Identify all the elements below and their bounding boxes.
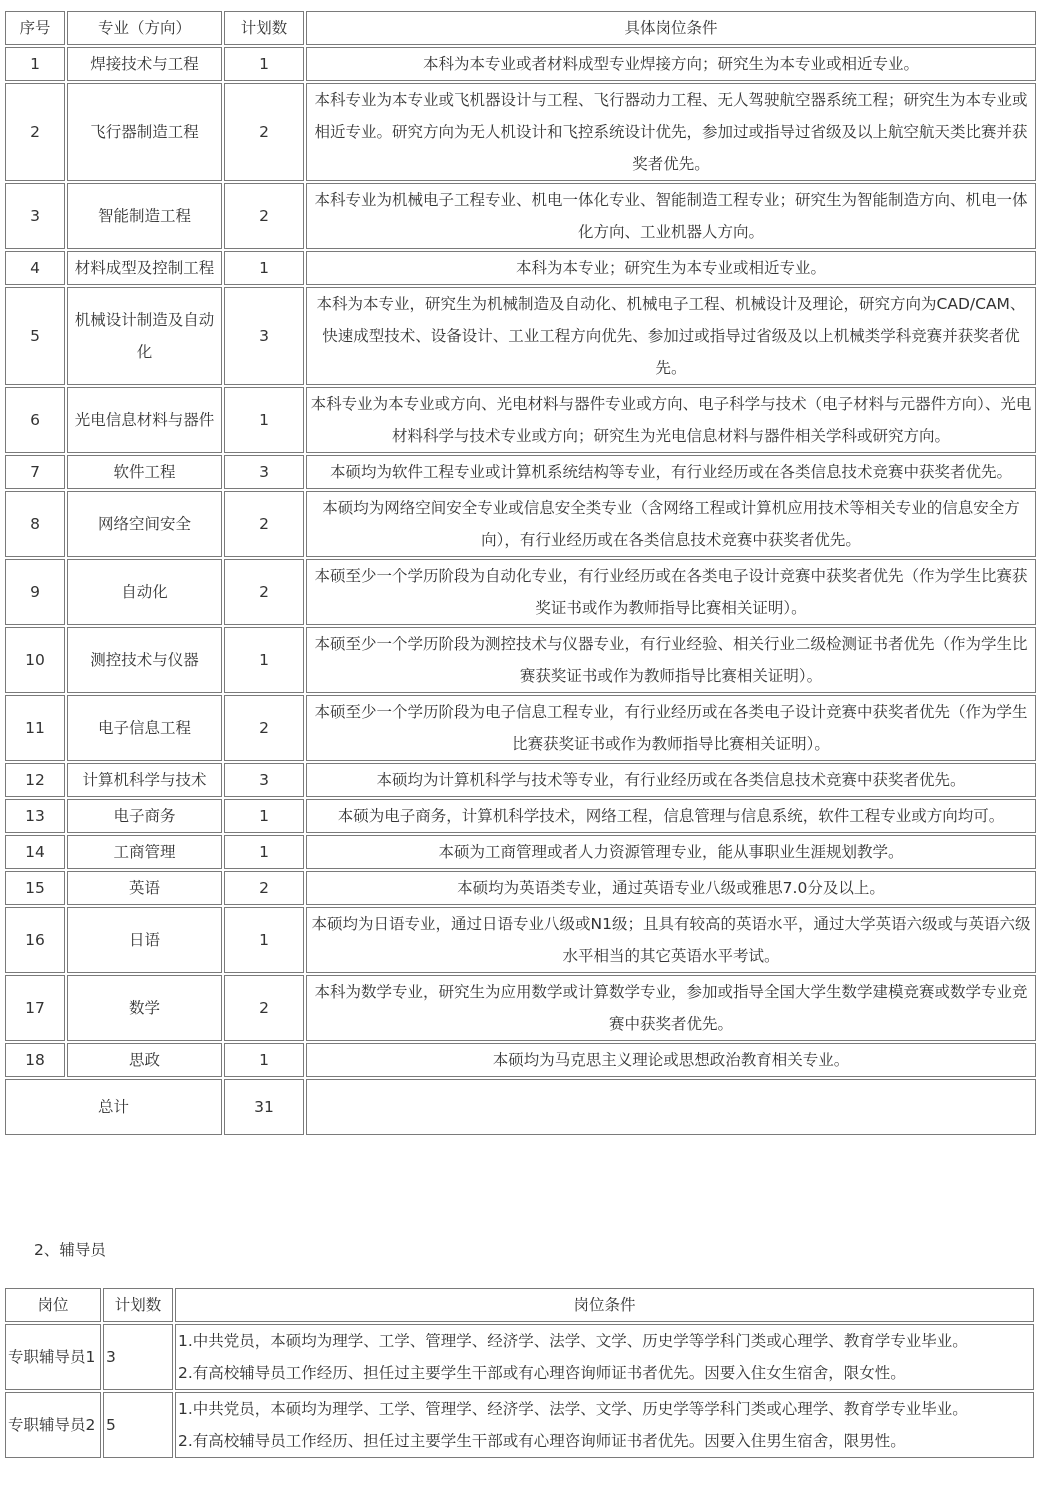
count-cell: 1 [224, 251, 304, 285]
major-cell: 焊接技术与工程 [67, 47, 222, 81]
requirements-cell: 本硕均为日语专业，通过日语专业八级或N1级；且具有较高的英语水平，通过大学英语六级或与英语六级水平相当的其它英语水平考试。 [306, 907, 1036, 973]
row-number: 5 [5, 287, 65, 385]
header-post: 岗位 [5, 1288, 101, 1322]
row-number: 16 [5, 907, 65, 973]
requirements-cell: 本科为数学专业，研究生为应用数学或计算数学专业，参加或指导全国大学生数学建模竞赛或数学专业竞赛中获奖者优先。 [306, 975, 1036, 1041]
count-cell: 1 [224, 387, 304, 453]
table-row [5, 975, 1036, 1041]
requirements-cell: 本科专业为本专业或飞机器设计与工程、飞行器动力工程、无人驾驶航空器系统工程；研究生为本专业或相近专业。研究方向为无人机设计和飞控系统设计优先，参加过或指导过省级及以上航空航天类比赛并获奖者优先。 [306, 83, 1036, 181]
counselor-table [3, 1286, 1036, 1460]
requirements-cell: 本科专业为机械电子工程专业、机电一体化专业、智能制造工程专业；研究生为智能制造方向、机电一体化方向、工业机器人方向。 [306, 183, 1036, 249]
major-cell: 英语 [67, 871, 222, 905]
requirements-cell: 本硕至少一个学历阶段为自动化专业，有行业经历或在各类电子设计竞赛中获奖者优先（作为学生比赛获奖证书或作为教师指导比赛相关证明）。 [306, 559, 1036, 625]
table-row [5, 763, 1036, 797]
requirements-cell: 本硕至少一个学历阶段为电子信息工程专业，有行业经历或在各类电子设计竞赛中获奖者优先（作为学生比赛获奖证书或作为教师指导比赛相关证明）。 [306, 695, 1036, 761]
count-cell: 2 [224, 559, 304, 625]
count-cell: 1 [224, 907, 304, 973]
row-number: 12 [5, 763, 65, 797]
table-header-row [5, 11, 1036, 45]
major-cell: 思政 [67, 1043, 222, 1077]
header-conditions: 岗位条件 [175, 1288, 1034, 1322]
row-number: 13 [5, 799, 65, 833]
requirements-cell: 本科为本专业；研究生为本专业或相近专业。 [306, 251, 1036, 285]
major-cell: 电子商务 [67, 799, 222, 833]
major-cell: 电子信息工程 [67, 695, 222, 761]
row-number: 17 [5, 975, 65, 1041]
total-label: 总计 [5, 1079, 222, 1135]
table-row [5, 251, 1036, 285]
table-row [5, 835, 1036, 869]
row-number: 11 [5, 695, 65, 761]
major-cell: 软件工程 [67, 455, 222, 489]
requirements-cell: 本科专业为本专业或方向、光电材料与器件专业或方向、电子科学与技术（电子材料与元器件方向）、光电材料科学与技术专业或方向；研究生为光电信息材料与器件相关学科或研究方向。 [306, 387, 1036, 453]
major-cell: 飞行器制造工程 [67, 83, 222, 181]
major-cell: 智能制造工程 [67, 183, 222, 249]
requirements-cell: 本硕为电子商务，计算机科学技术，网络工程，信息管理与信息系统，软件工程专业或方向均可。 [306, 799, 1036, 833]
condition-line: 1.中共党员，本硕均为理学、工学、管理学、经济学、法学、文学、历史学等学科门类或心理学、教育学专业毕业。 [178, 1332, 968, 1350]
count-cell: 3 [224, 455, 304, 489]
table-row [5, 387, 1036, 453]
row-number: 7 [5, 455, 65, 489]
row-number: 4 [5, 251, 65, 285]
table-row [5, 183, 1036, 249]
table-row [5, 491, 1036, 557]
count-cell: 2 [224, 183, 304, 249]
conditions-cell [175, 1324, 1034, 1390]
condition-line: 1.中共党员，本硕均为理学、工学、管理学、经济学、法学、文学、历史学等学科门类或心理学、教育学专业毕业。 [178, 1400, 968, 1418]
table-row [5, 871, 1036, 905]
count-cell: 1 [224, 627, 304, 693]
requirements-cell: 本硕均为英语类专业，通过英语专业八级或雅思7.0分及以上。 [306, 871, 1036, 905]
table-row [5, 455, 1036, 489]
row-number: 1 [5, 47, 65, 81]
table-row [5, 1324, 1034, 1390]
count-cell: 1 [224, 799, 304, 833]
count-cell: 3 [224, 763, 304, 797]
table-row [5, 907, 1036, 973]
count-cell: 3 [224, 287, 304, 385]
major-cell: 计算机科学与技术 [67, 763, 222, 797]
header-major: 专业（方向） [67, 11, 222, 45]
post-cell: 专职辅导员2 [5, 1392, 101, 1458]
total-requirements [306, 1079, 1036, 1135]
row-number: 8 [5, 491, 65, 557]
count-cell: 2 [224, 695, 304, 761]
requirements-cell: 本硕为工商管理或者人力资源管理专业，能从事职业生涯规划教学。 [306, 835, 1036, 869]
section-title: 2、辅导员 [34, 1241, 106, 1259]
major-cell: 网络空间安全 [67, 491, 222, 557]
count-cell: 2 [224, 871, 304, 905]
table-header-row [5, 1288, 1034, 1322]
major-cell: 光电信息材料与器件 [67, 387, 222, 453]
requirements-cell: 本硕均为网络空间安全专业或信息安全类专业（含网络工程或计算机应用技术等相关专业的信息安全方向），有行业经历或在各类信息技术竞赛中获奖者优先。 [306, 491, 1036, 557]
header-count: 计划数 [103, 1288, 173, 1322]
requirements-cell: 本硕至少一个学历阶段为测控技术与仪器专业，有行业经验、相关行业二级检测证书者优先（作为学生比赛获奖证书或作为教师指导比赛相关证明）。 [306, 627, 1036, 693]
major-cell: 工商管理 [67, 835, 222, 869]
header-count: 计划数 [224, 11, 304, 45]
major-cell: 数学 [67, 975, 222, 1041]
conditions-cell [175, 1392, 1034, 1458]
row-number: 6 [5, 387, 65, 453]
count-cell: 2 [224, 975, 304, 1041]
row-number: 15 [5, 871, 65, 905]
row-number: 3 [5, 183, 65, 249]
table-row [5, 799, 1036, 833]
major-cell: 材料成型及控制工程 [67, 251, 222, 285]
count-cell: 2 [224, 491, 304, 557]
condition-line: 2.有高校辅导员工作经历、担任过主要学生干部或有心理咨询师证书者优先。因要入住女生宿舍，限女性。 [178, 1364, 906, 1382]
table-row [5, 83, 1036, 181]
requirements-cell: 本硕均为软件工程专业或计算机系统结构等专业，有行业经历或在各类信息技术竞赛中获奖者优先。 [306, 455, 1036, 489]
major-cell: 测控技术与仪器 [67, 627, 222, 693]
requirements-cell: 本科为本专业或者材料成型专业焊接方向；研究生为本专业或相近专业。 [306, 47, 1036, 81]
major-cell: 日语 [67, 907, 222, 973]
table-row [5, 627, 1036, 693]
count-cell: 1 [224, 47, 304, 81]
condition-line: 2.有高校辅导员工作经历、担任过主要学生干部或有心理咨询师证书者优先。因要入住男生宿舍，限男性。 [178, 1432, 906, 1450]
count-cell: 1 [224, 1043, 304, 1077]
requirements-cell: 本硕均为马克思主义理论或思想政治教育相关专业。 [306, 1043, 1036, 1077]
table-row [5, 559, 1036, 625]
table-row [5, 47, 1036, 81]
table-row [5, 1043, 1036, 1077]
major-cell: 机械设计制造及自动化 [67, 287, 222, 385]
table-row [5, 695, 1036, 761]
table-row [5, 1392, 1034, 1458]
row-number: 18 [5, 1043, 65, 1077]
total-row [5, 1079, 1036, 1135]
count-cell: 1 [224, 835, 304, 869]
requirements-cell: 本硕均为计算机科学与技术等专业，有行业经历或在各类信息技术竞赛中获奖者优先。 [306, 763, 1036, 797]
row-number: 10 [5, 627, 65, 693]
count-cell: 3 [103, 1324, 173, 1390]
row-number: 14 [5, 835, 65, 869]
table-row [5, 287, 1036, 385]
row-number: 9 [5, 559, 65, 625]
requirements-cell: 本科为本专业，研究生为机械制造及自动化、机械电子工程、机械设计及理论，研究方向为CAD/CAM、快速成型技术、设备设计、工业工程方向优先、参加过或指导过省级及以上机械类学科竞赛并获奖者优先。 [306, 287, 1036, 385]
total-count: 31 [224, 1079, 304, 1135]
major-cell: 自动化 [67, 559, 222, 625]
header-requirements: 具体岗位条件 [306, 11, 1036, 45]
count-cell: 5 [103, 1392, 173, 1458]
count-cell: 2 [224, 83, 304, 181]
header-no: 序号 [5, 11, 65, 45]
positions-table [3, 9, 1038, 1137]
row-number: 2 [5, 83, 65, 181]
post-cell: 专职辅导员1 [5, 1324, 101, 1390]
